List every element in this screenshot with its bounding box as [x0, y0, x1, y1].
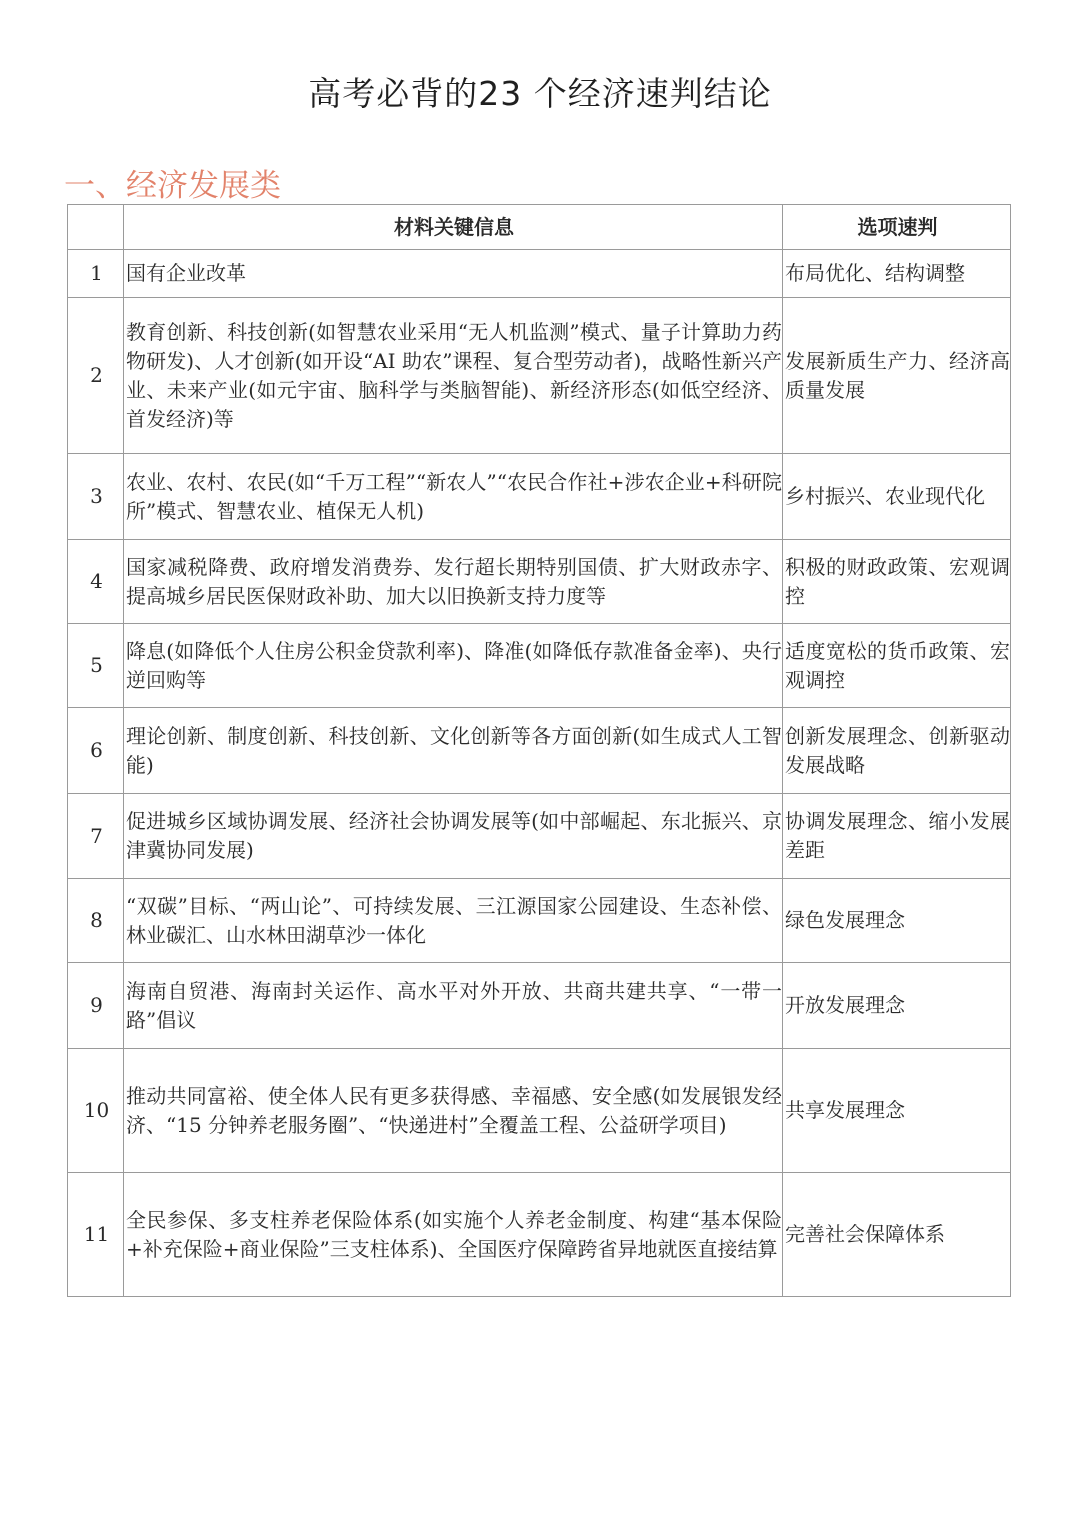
row-number: 10	[68, 1049, 124, 1173]
data-table	[67, 204, 1011, 1297]
table-row	[68, 963, 1011, 1049]
column-header-info: 材料关键信息	[124, 205, 783, 250]
row-info: 教育创新、科技创新(如智慧农业采用“无人机监测”模式、量子计算助力药物研发)、人才创新(如开设“AI 助农”课程、复合型劳动者)，战略性新兴产业、未来产业(如元宇宙、脑科学与类脑智能)、新经济形态(如低空经济、首发经济)等	[124, 298, 783, 454]
row-verdict: 完善社会保障体系	[783, 1173, 1011, 1297]
row-info: 理论创新、制度创新、科技创新、文化创新等各方面创新(如生成式人工智能)	[124, 708, 783, 794]
row-number: 9	[68, 963, 124, 1049]
row-info: 国有企业改革	[124, 250, 783, 298]
row-info: 促进城乡区域协调发展、经济社会协调发展等(如中部崛起、东北振兴、京津冀协同发展)	[124, 794, 783, 879]
row-verdict: 适度宽松的货币政策、宏观调控	[783, 624, 1011, 708]
row-verdict: 创新发展理念、创新驱动发展战略	[783, 708, 1011, 794]
document-title: 高考必背的23 个经济速判结论	[308, 74, 772, 113]
row-verdict: 乡村振兴、农业现代化	[783, 454, 1011, 540]
table-row	[68, 794, 1011, 879]
table-row	[68, 298, 1011, 454]
row-info: 全民参保、多支柱养老保险体系(如实施个人养老金制度、构建“基本保险+补充保险+商业保险”三支柱体系)、全国医疗保障跨省异地就医直接结算	[124, 1173, 783, 1297]
column-header-number	[68, 205, 124, 250]
row-number: 11	[68, 1173, 124, 1297]
table-row	[68, 879, 1011, 963]
row-number: 5	[68, 624, 124, 708]
row-verdict: 开放发展理念	[783, 963, 1011, 1049]
row-info: 农业、农村、农民(如“千万工程”“新农人”“农民合作社+涉农企业+科研院所”模式、智慧农业、植保无人机)	[124, 454, 783, 540]
table-row	[68, 1049, 1011, 1173]
row-verdict: 发展新质生产力、经济高质量发展	[783, 298, 1011, 454]
row-verdict: 协调发展理念、缩小发展差距	[783, 794, 1011, 879]
table-row	[68, 624, 1011, 708]
table-row	[68, 250, 1011, 298]
row-number: 1	[68, 250, 124, 298]
row-info: 推动共同富裕、使全体人民有更多获得感、幸福感、安全感(如发展银发经济、“15 分钟养老服务圈”、“快递进村”全覆盖工程、公益研学项目)	[124, 1049, 783, 1173]
row-number: 2	[68, 298, 124, 454]
table-row	[68, 1173, 1011, 1297]
table-row	[68, 540, 1011, 624]
table-row	[68, 708, 1011, 794]
row-verdict: 积极的财政政策、宏观调控	[783, 540, 1011, 624]
row-verdict: 布局优化、结构调整	[783, 250, 1011, 298]
row-info: 国家减税降费、政府增发消费券、发行超长期特别国债、扩大财政赤字、提高城乡居民医保财政补助、加大以旧换新支持力度等	[124, 540, 783, 624]
table-row	[68, 454, 1011, 540]
row-info: 海南自贸港、海南封关运作、高水平对外开放、共商共建共享、“一带一路”倡议	[124, 963, 783, 1049]
row-info: 降息(如降低个人住房公积金贷款利率)、降准(如降低存款准备金率)、央行逆回购等	[124, 624, 783, 708]
row-number: 6	[68, 708, 124, 794]
row-number: 3	[68, 454, 124, 540]
row-info: “双碳”目标、“两山论”、可持续发展、三江源国家公园建设、生态补偿、林业碳汇、山水林田湖草沙一体化	[124, 879, 783, 963]
row-number: 8	[68, 879, 124, 963]
row-number: 4	[68, 540, 124, 624]
table-header-row	[68, 205, 1011, 250]
column-header-verdict: 选项速判	[783, 205, 1011, 250]
row-number: 7	[68, 794, 124, 879]
row-verdict: 绿色发展理念	[783, 879, 1011, 963]
row-verdict: 共享发展理念	[783, 1049, 1011, 1173]
section-heading: 一、经济发展类	[64, 168, 281, 204]
